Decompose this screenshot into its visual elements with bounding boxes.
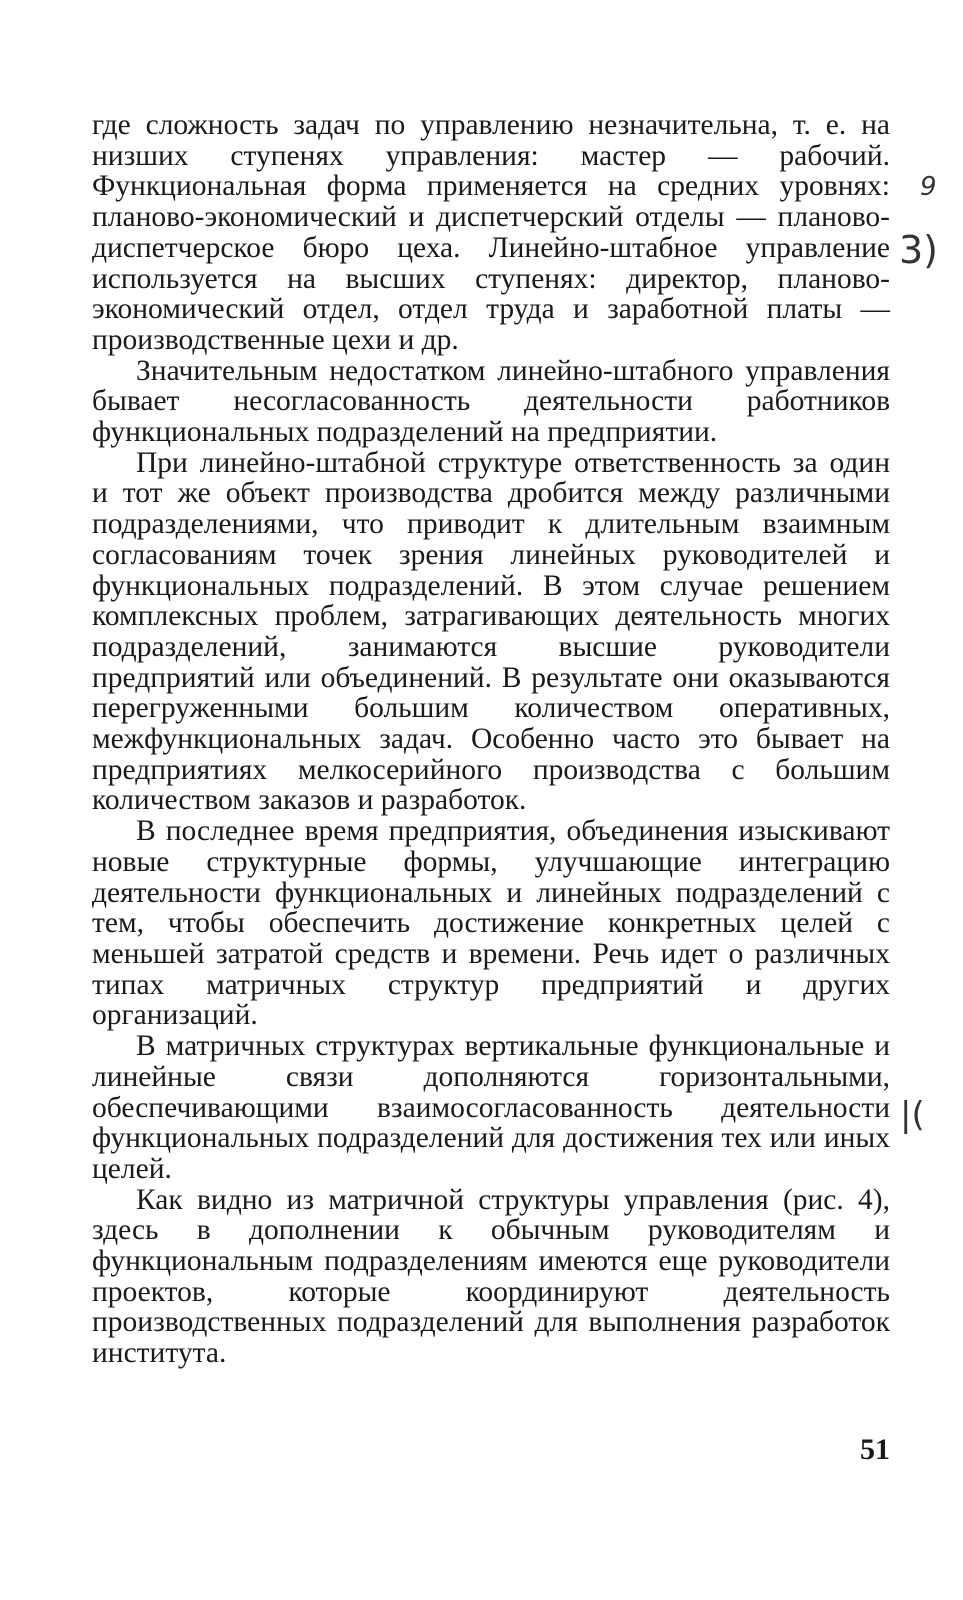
paragraph-6: Как видно из матричной структуры управления (рис. 4), здесь в дополнении к обычным руководителям и функциональным подразделениям имеются еще руководители проектов, которые координируют деятельность производственных подразделений для выполнения разработок института.	[92, 1183, 890, 1370]
page-number: 51	[860, 1433, 890, 1466]
paragraph-3: При линейно-штабной структуре ответственность за один и тот же объект производства дробится между различными подразделениями, что приводит к длительным взаимным согласованиям точек зрения линейных руководителей и функциональных подразделений. В этом случае решением комплексных проблем, затрагивающих деятельность многих подразделений, занимаются высшие руководители предприятий или объединений. В результате они оказываются перегруженными большим количеством оперативных, межфункциональных задач. Особенно часто это бывает на предприятиях мелкосерийного производства с большим количеством заказов и разработок.	[92, 446, 890, 817]
paragraph-2: Значительным недостатком линейно-штабного управления бывает несогласованность деятельности работников функциональных подразделений на предприятии.	[92, 354, 890, 449]
handwritten-margin-note: |(	[900, 1095, 925, 1135]
handwritten-margin-note: 9	[920, 172, 937, 202]
page-body	[92, 110, 890, 1369]
paragraph-1: где сложность задач по управлению незначительна, т. е. на низших ступенях управления: мастер — рабочий. Функциональная форма применяется на средних уровнях: планово-экономический и диспетчерский отделы — планово-диспетчерское бюро цеха. Линейно-штабное управление используется на высших ступенях: директор, планово-экономический отдел, отдел труда и заработной платы — производственные цехи и др.	[92, 109, 890, 356]
paragraph-4: В последнее время предприятия, объединения изыскивают новые структурные формы, улучшающие интеграцию деятельности функциональных и линейных подразделений с тем, чтобы обеспечить достижение конкретных целей с меньшей затратой средств и времени. Речь идет о различных типах матричных структур предприятий и других организаций.	[92, 815, 890, 1032]
handwritten-margin-note: 3)	[899, 228, 939, 272]
paragraph-5: В матричных структурах вертикальные функциональные и линейные связи дополняются горизонтальными, обеспечивающими взаимосогласованность деятельности функциональных подразделений для достижения тех или иных целей.	[92, 1030, 890, 1185]
